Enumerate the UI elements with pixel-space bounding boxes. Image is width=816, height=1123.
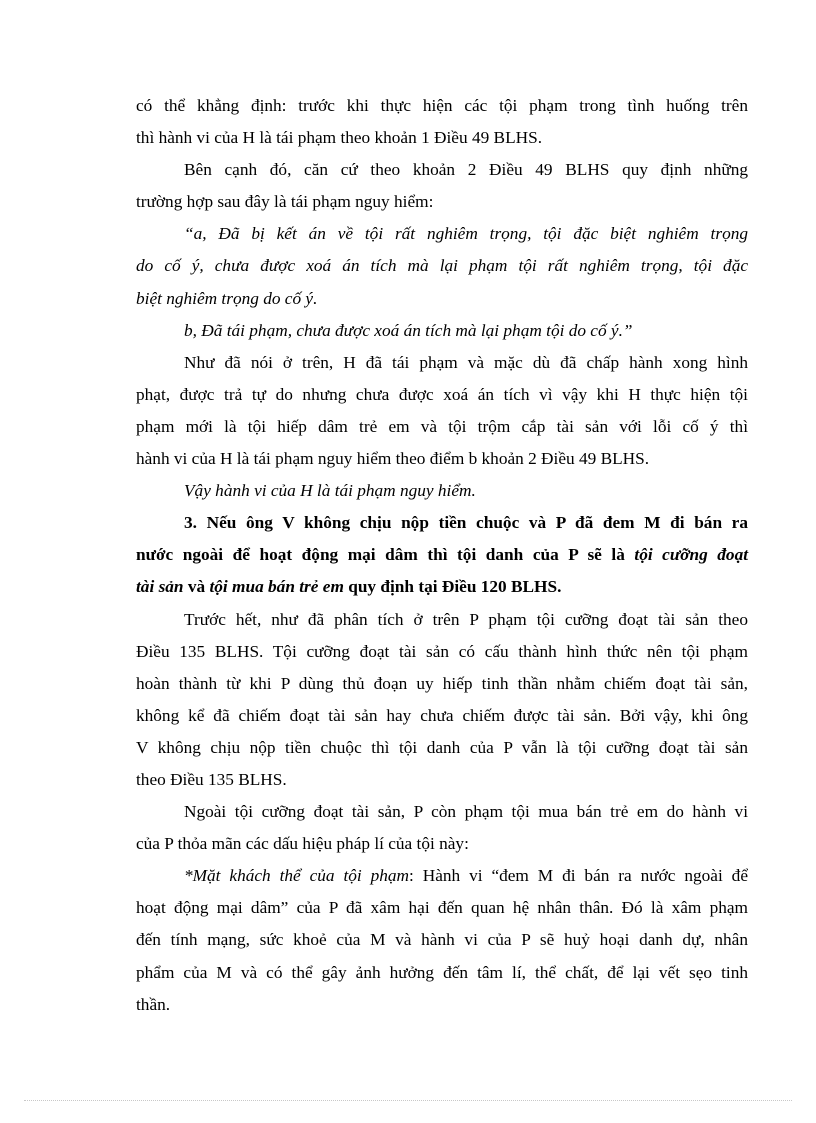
text-line: trường hợp sau đây là tái phạm nguy hiểm:: [136, 192, 434, 212]
heading-text: nước ngoài để hoạt động mại dâm thì tội danh của P sẽ là: [136, 545, 635, 565]
text-line: [136, 539, 748, 571]
heading-emphasis: tội mua bán trẻ em: [209, 577, 344, 597]
text-line: Trước hết, như đã phân tích ở trên P phạm tội cưỡng đoạt tài sản theo: [184, 609, 748, 629]
text-line: “a, Đã bị kết án về tội rất nghiêm trọng, tội đặc biệt nghiêm trọng: [184, 224, 748, 244]
section-heading-3: [136, 507, 748, 603]
text-line: Ngoài tội cưỡng đoạt tài sản, P còn phạm tội mua bán trẻ em do hành vi: [184, 802, 748, 822]
heading-text: và: [183, 577, 210, 597]
quote-point-b: [136, 315, 748, 347]
document-page: [136, 90, 748, 1021]
text-line: hoàn thành từ khi P dùng thủ đoạn uy hiếp tinh thần nhằm chiếm đoạt tài sản,: [136, 673, 748, 693]
lead-rest: : Hành vi “đem M đi bán ra nước ngoài để: [409, 866, 748, 886]
paragraph-extortion-analysis: [136, 604, 748, 797]
text-line: của P thỏa mãn các dấu hiệu pháp lí của tội này:: [136, 834, 469, 854]
text-line: [136, 860, 748, 892]
text-line: phạm mới là tội hiếp dâm trẻ em và tội trộm cắp tài sản với lỗi cố ý thì: [136, 416, 748, 436]
text-line: Vậy hành vi của H là tái phạm nguy hiểm.: [184, 481, 476, 501]
text-line: Điều 135 BLHS. Tội cưỡng đoạt tài sản có cấu thành hình thức nên tội phạm: [136, 641, 748, 661]
paragraph-analysis-h: [136, 347, 748, 475]
text-line: do cố ý, chưa được xoá án tích mà lại phạm tội rất nghiêm trọng, tội đặc: [136, 256, 748, 276]
text-line: đến tính mạng, sức khoẻ của M và hành vi của P sẽ huỷ hoại danh dự, nhân: [136, 930, 748, 950]
text-line: Bên cạnh đó, căn cứ theo khoản 2 Điều 49 BLHS quy định những: [184, 160, 748, 180]
heading-emphasis: tài sản: [136, 577, 184, 597]
text-line: không kể đã chiếm đoạt tài sản hay chưa chiếm được tài sản. Bởi vậy, khi ông: [136, 705, 748, 725]
text-line: phẩm của M và có thể gây ảnh hưởng đến tâm lí, thể chất, để lại vết sẹo tinh: [136, 962, 748, 982]
text-line: theo Điều 135 BLHS.: [136, 769, 287, 789]
paragraph-conclusion-khoan-1: [136, 90, 748, 154]
page-footer-divider: [24, 1100, 792, 1101]
paragraph-khoan-2-intro: [136, 154, 748, 218]
paragraph-child-trafficking-intro: [136, 796, 748, 860]
paragraph-conclusion-dangerous: [136, 475, 748, 507]
text-line: biệt nghiêm trọng do cố ý.: [136, 288, 318, 308]
text-line: 3. Nếu ông V không chịu nộp tiền chuộc và P đã đem M đi bán ra: [184, 513, 748, 533]
text-line: hành vi của H là tái phạm nguy hiểm theo điểm b khoản 2 Điều 49 BLHS.: [136, 449, 650, 469]
quote-point-a: [136, 218, 748, 314]
text-line: [136, 571, 748, 603]
lead-italic: *Mặt khách thể của tội phạm: [184, 866, 410, 886]
heading-emphasis: tội cưỡng đoạt: [634, 545, 749, 565]
text-line: phạt, được trả tự do nhưng chưa được xoá án tích vì vậy khi H thực hiện tội: [136, 384, 748, 404]
text-line: V không chịu nộp tiền chuộc thì tội danh của P vẫn là tội cưỡng đoạt tài sản: [136, 737, 748, 757]
text-line: b, Đã tái phạm, chưa được xoá án tích mà lại phạm tội do cố ý.”: [184, 320, 633, 340]
text-line: thần.: [136, 994, 171, 1014]
text-line: thì hành vi của H là tái phạm theo khoản 1 Điều 49 BLHS.: [136, 128, 543, 148]
text-line: có thể khẳng định: trước khi thực hiện các tội phạm trong tình huống trên: [136, 96, 748, 115]
text-line: Như đã nói ở trên, H đã tái phạm và mặc dù đã chấp hành xong hình: [184, 352, 748, 372]
heading-text: quy định tại Điều 120 BLHS.: [343, 577, 562, 597]
paragraph-object-of-crime: [136, 860, 748, 1020]
text-line: hoạt động mại dâm” của P đã xâm hại đến quan hệ nhân thân. Đó là xâm phạm: [136, 898, 748, 918]
